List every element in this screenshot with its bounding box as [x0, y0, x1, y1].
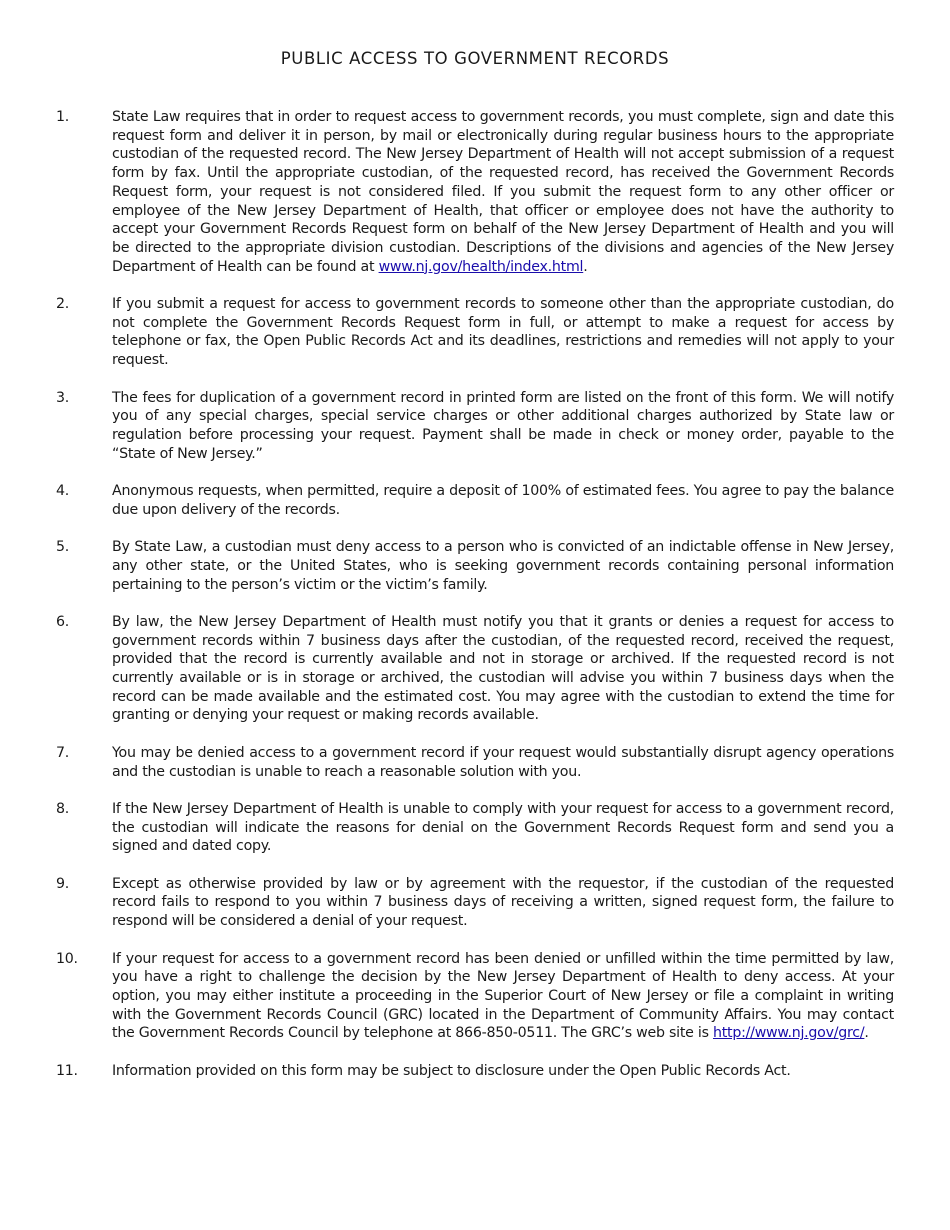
item-number: 8.: [56, 800, 70, 817]
item-text: If your request for access to a government record has been denied or unfilled within the time permitted by law, you have a right to challenge the decision by the New Jersey Department of Health to deny access. At your option, you may either institute a proceeding in the Superior Court of New Jersey or file a complaint in writing with the Government Records Council (GRC) located in the Department of Community Affairs. You may contact the Government Records Council by telephone at 866-850-0511. The GRC’s web site is: [112, 950, 894, 1042]
list-item: [56, 538, 894, 594]
item-text: By law, the New Jersey Department of Health must notify you that it grants or denies a request for access to government records within 7 business days after the custodian, of the requested record, received the request, provided that the record is currently available and not in storage or archived. If the requested record is not currently available or is in storage or archived, the custodian will advise you within 7 business days when the record can be made available and the estimated cost. You may agree with the custodian to extend the time for granting or denying your request or making records available.: [112, 613, 894, 724]
grc-website-link[interactable]: http://www.nj.gov/grc/: [712, 1025, 865, 1042]
list-item: [56, 389, 894, 464]
list-item: [56, 613, 894, 725]
list-item: [56, 950, 894, 1044]
item-text: Except as otherwise provided by law or by agreement with the requestor, if the custodian of the requested record fails to respond to you within 7 business days of receiving a written, signed request form, the failure to respond will be considered a denial of your request.: [112, 875, 894, 930]
item-text: State Law requires that in order to request access to government records, you must complete, sign and date this request form and deliver it in person, by mail or electronically during regular business hours to the appropriate custodian of the requested record. The New Jersey Department of Health will not accept submission of a request form by fax. Until the appropriate custodian, of the requested record, has received the Government Records Request form, your request is not considered filed. If you submit the request form to any other officer or employee of the New Jersey Department of Health, that officer or employee does not have the authority to accept your Government Records Request form on behalf of the New Jersey Department of Health and you will be directed to the appropriate division custodian. Descriptions of the divisions and agencies of the New Jersey Department of Health can be found at: [112, 109, 894, 275]
list-item: [56, 108, 894, 276]
item-number: 6.: [56, 613, 70, 630]
list-item: [56, 744, 894, 781]
list-item: [56, 875, 894, 931]
item-text: If you submit a request for access to government records to someone other than the appropriate custodian, do not complete the Government Records Request form in full, or attempt to make a request for access by telephone or fax, the Open Public Records Act and its deadlines, restrictions and remedies will not apply to your request.: [112, 296, 894, 369]
item-text: If the New Jersey Department of Health is unable to comply with your request for access to a government record, the custodian will indicate the reasons for denial on the Government Records Request form and send you a signed and dated copy.: [112, 800, 894, 855]
item-text: You may be denied access to a government record if your request would substantially disrupt agency operations and the custodian is unable to reach a reasonable solution with you.: [112, 744, 894, 780]
list-item: [56, 1062, 894, 1081]
item-number: 3.: [56, 389, 70, 406]
list-item: [56, 800, 894, 856]
item-number: 1.: [56, 109, 70, 125]
item-number: 4.: [56, 483, 70, 500]
page-title: PUBLIC ACCESS TO GOVERNMENT RECORDS: [280, 49, 670, 68]
item-number: 5.: [56, 539, 70, 556]
item-text: Anonymous requests, when permitted, require a deposit of 100% of estimated fees. You agree to pay the balance due upon delivery of the records.: [112, 483, 894, 518]
notice-list: [56, 108, 894, 1099]
item-text: The fees for duplication of a government record in printed form are listed on the front of this form. We will notify you of any special charges, special service charges or other additional charges authorized by State law or regulation before processing your request. Payment shall be made in check or money order, payable to the “State of New Jersey.”: [112, 389, 894, 462]
item-number: 7.: [56, 744, 70, 761]
health-index-link[interactable]: www.nj.gov/health/index.html: [378, 258, 584, 275]
item-text-end: .: [864, 1025, 869, 1042]
item-text: Information provided on this form may be subject to disclosure under the Open Public Records Act.: [112, 1062, 791, 1079]
list-item: [56, 295, 894, 370]
item-number: 11.: [56, 1062, 78, 1079]
item-number: 2.: [56, 296, 70, 313]
item-number: 10.: [56, 950, 78, 967]
item-text-end: .: [583, 258, 588, 275]
item-text: By State Law, a custodian must deny access to a person who is convicted of an indictable offense in New Jersey, any other state, or the United States, who is seeking government records containing personal information pertaining to the person’s victim or the victim’s family.: [112, 539, 894, 593]
list-item: [56, 482, 894, 519]
item-number: 9.: [56, 875, 70, 892]
